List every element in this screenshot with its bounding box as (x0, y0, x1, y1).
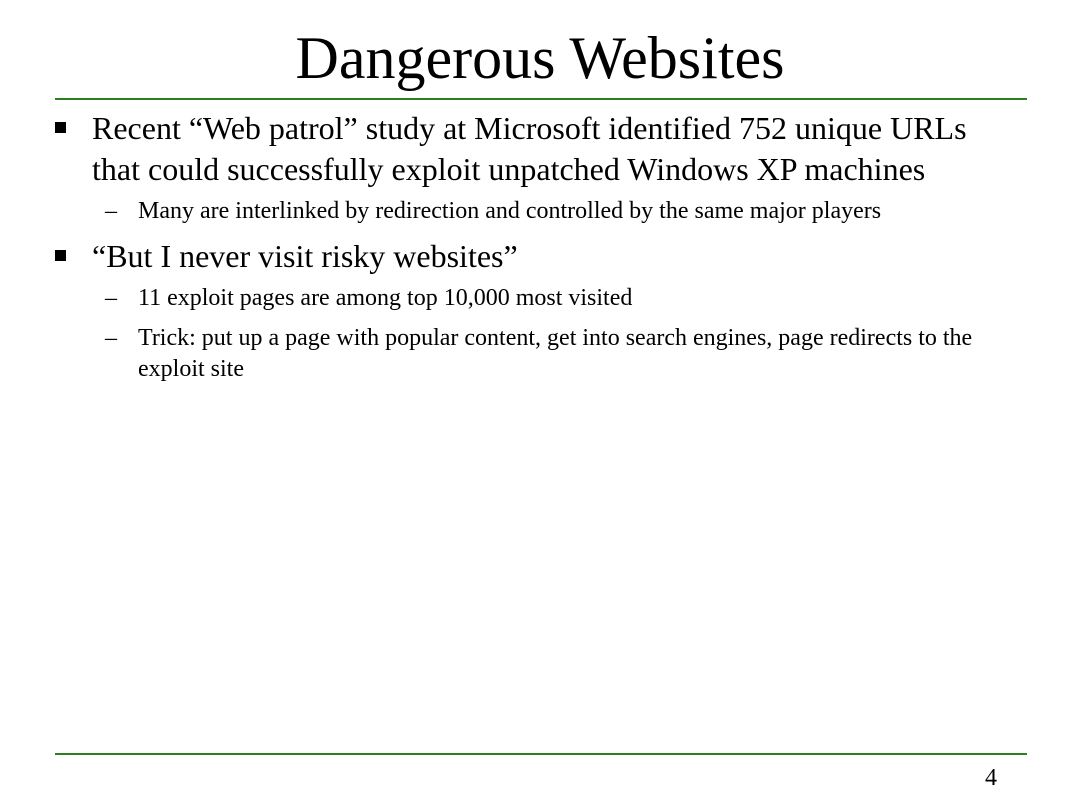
slide-body (55, 108, 1015, 394)
square-bullet-icon (55, 250, 66, 261)
sub-bullet-item (55, 323, 1015, 385)
bullet-text: “But I never visit risky websites” (92, 238, 518, 274)
bullet-text: Recent “Web patrol” study at Microsoft identified 752 unique URLs that could successfully exploit unpatched Windows XP machines (92, 110, 967, 187)
bullet-item (55, 236, 1015, 277)
sub-bullet-item (55, 283, 1015, 314)
dash-bullet-icon: – (105, 325, 117, 351)
page-number: 4 (985, 765, 997, 791)
dash-bullet-icon: – (105, 285, 117, 311)
square-bullet-icon (55, 122, 66, 133)
bullet-item (55, 108, 1015, 190)
dash-bullet-icon: – (105, 198, 117, 224)
title-divider (55, 98, 1027, 100)
sub-bullet-item (55, 196, 1015, 227)
footer-divider (55, 753, 1027, 755)
sub-bullet-text: Many are interlinked by redirection and controlled by the same major players (138, 198, 882, 224)
slide-title: Dangerous Websites (295, 25, 785, 91)
sub-bullet-text: Trick: put up a page with popular content, get into search engines, page redirects to the exploit site (138, 325, 973, 382)
sub-bullet-text: 11 exploit pages are among top 10,000 most visited (138, 285, 633, 311)
